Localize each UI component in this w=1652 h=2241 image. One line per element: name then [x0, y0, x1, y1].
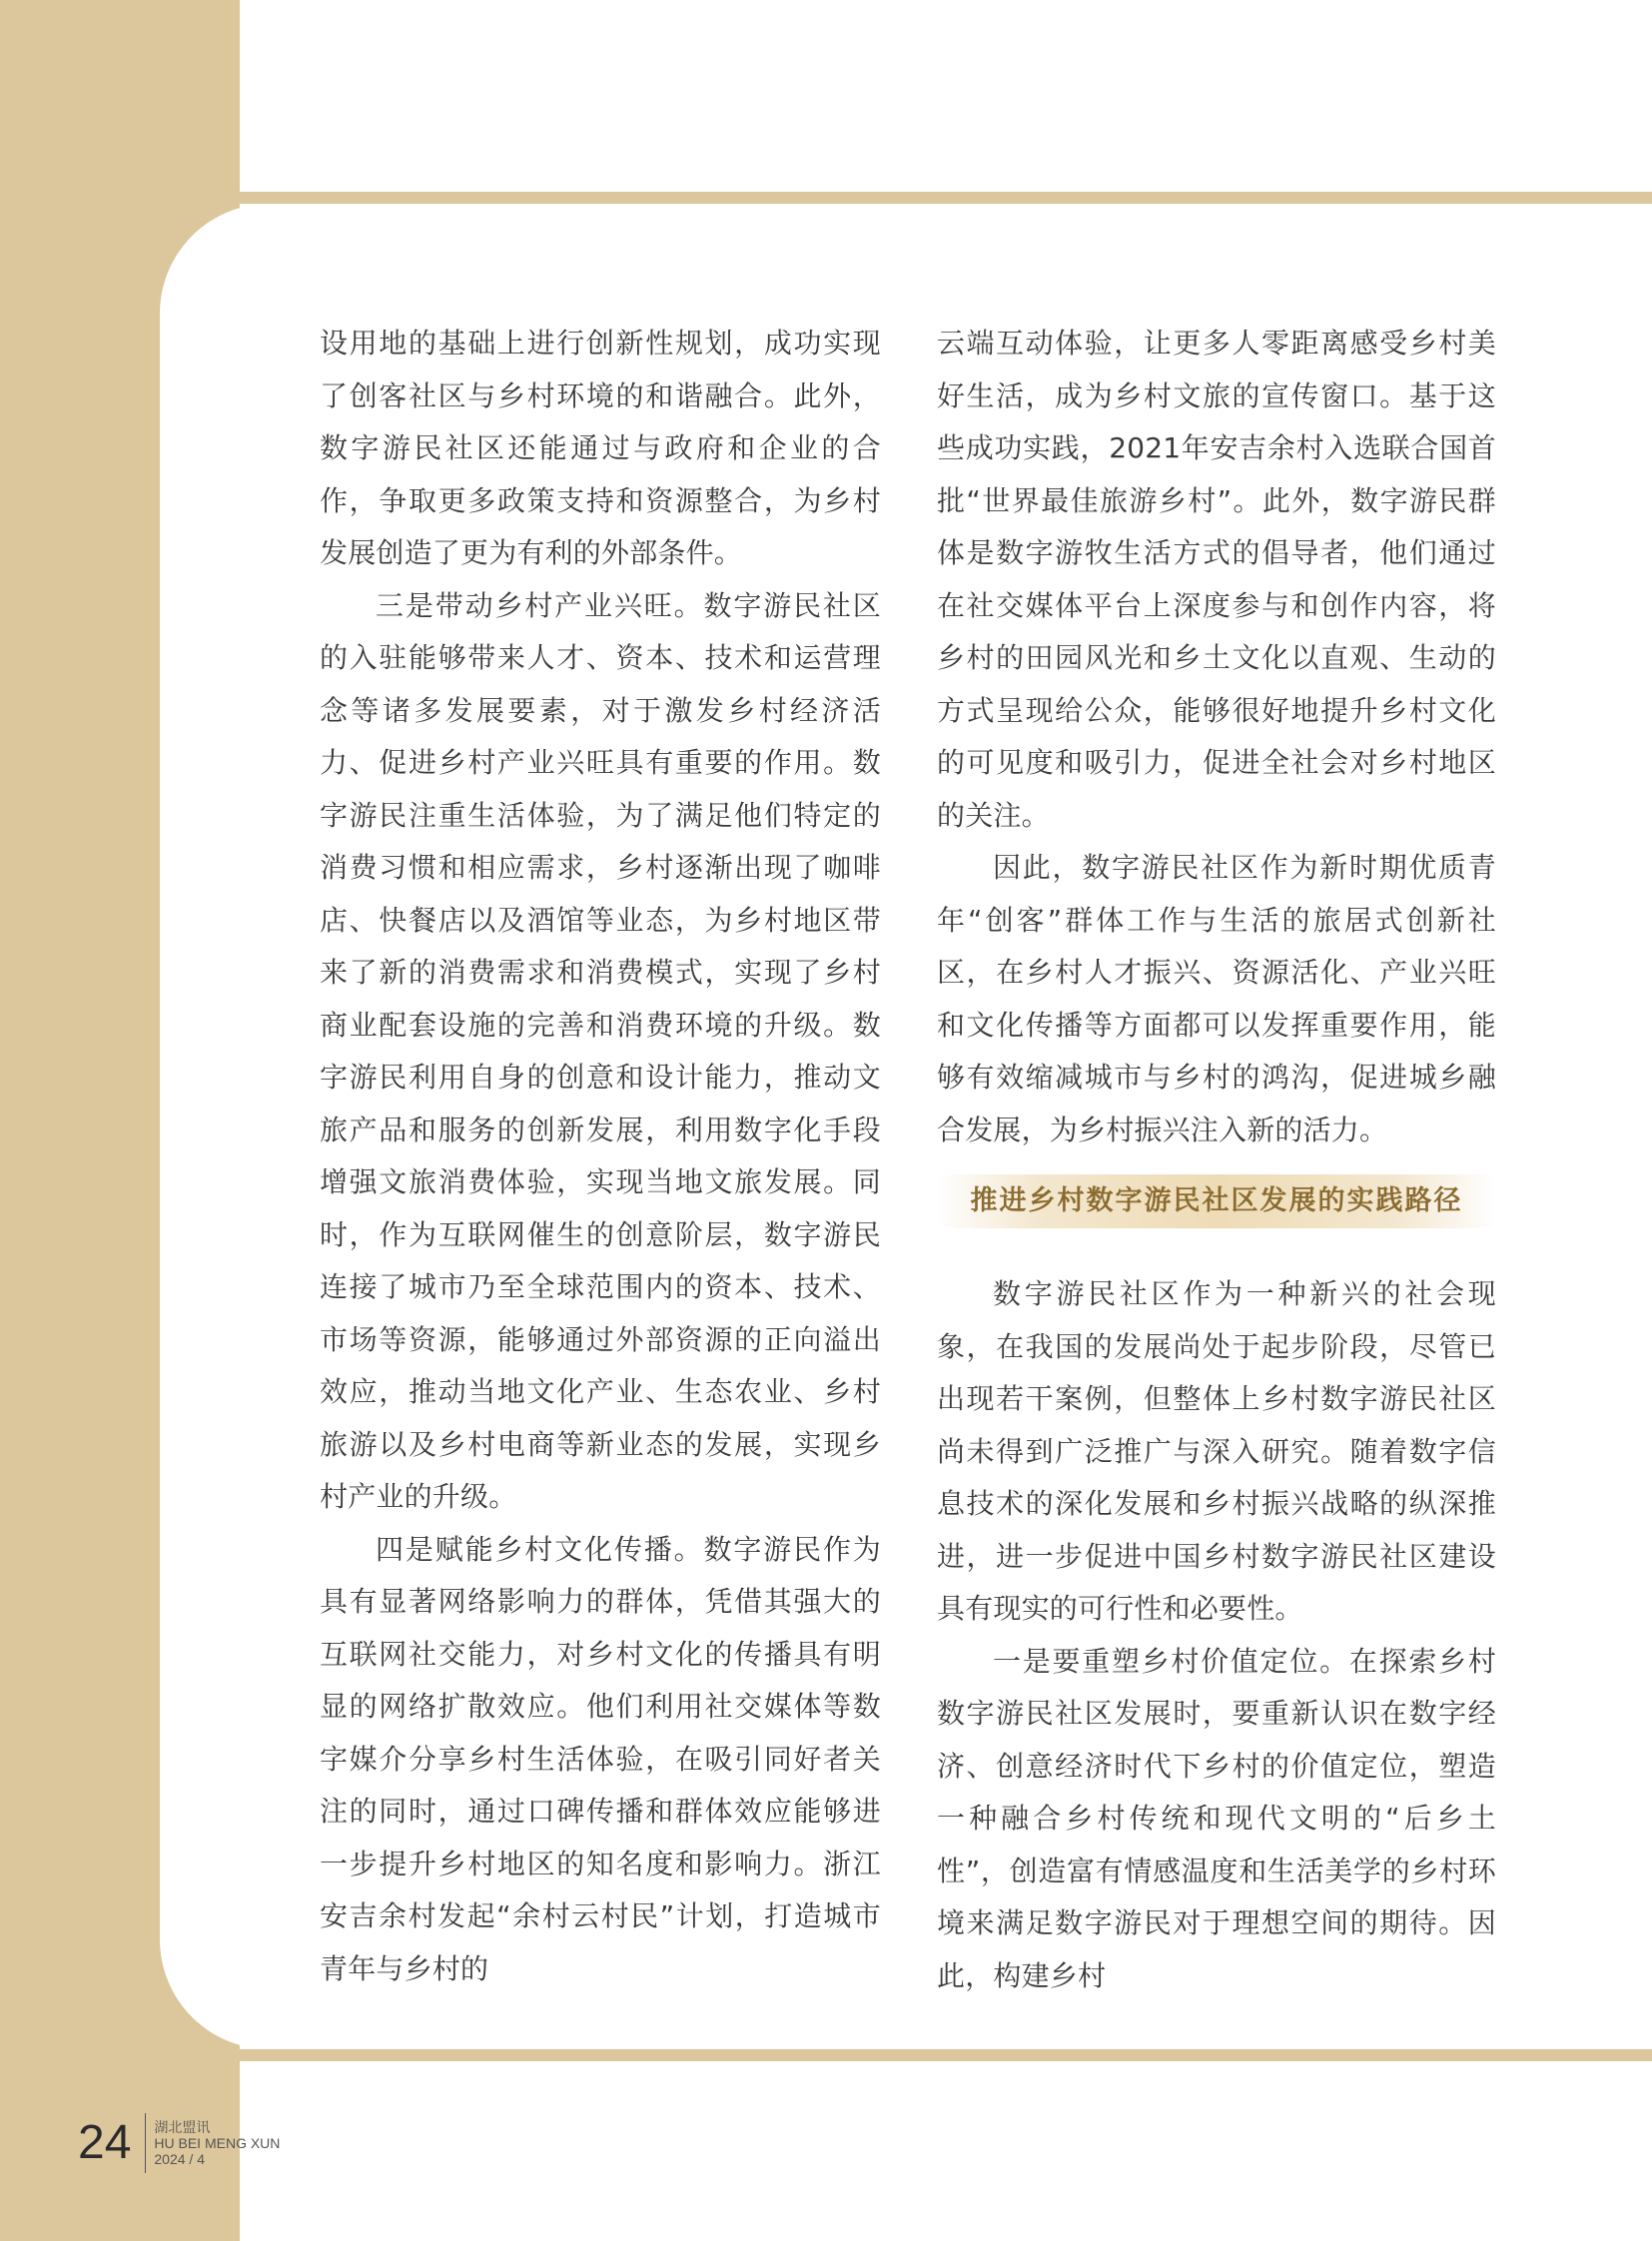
page-footer [78, 2103, 280, 2183]
paragraph: 一是要重塑乡村价值定位。在探索乡村数字游民社区发展时，要重新认识在数字经济、创意经济时代下乡村的价值定位，塑造一种融合乡村传统和现代文明的“后乡土性”，创造富有情感温度和生活美学的乡村环境来满足数字游民对于理想空间的期待。因此，构建乡村 [937, 1644, 1496, 1992]
paragraph: 三是带动乡村产业兴旺。数字游民社区的入驻能够带来人才、资本、技术和运营理念等诸多发展要素，对于激发乡村经济活力、促进乡村产业兴旺具有重要的作用。数字游民注重生活体验，为了满足他们特定的消费习惯和相应需求，乡村逐渐出现了咖啡店、快餐店以及酒馆等业态，为乡村地区带来了新的消费需求和消费模式，实现了乡村商业配套设施的完善和消费环境的升级。数字游民利用自身的创意和设计能力，推动文旅产品和服务的创新发展，利用数字化手段增强文旅消费体验，实现当地文旅发展。同时，作为互联网催生的创意阶层，数字游民连接了城市乃至全球范围内的资本、技术、市场等资源，能够通过外部资源的正向溢出效应，推动当地文化产业、生态农业、乡村旅游以及乡村电商等新业态的发展，实现乡村产业的升级。 [320, 588, 881, 1513]
right-text-column [937, 318, 1496, 2002]
issue-number: 2024 / 4 [154, 2151, 205, 2167]
page-number: 24 [78, 2113, 146, 2173]
paragraph: 设用地的基础上进行创新性规划，成功实现了创客社区与乡村环境的和谐融合。此外，数字游民社区还能通过与政府和企业的合作，争取更多政策支持和资源整合，为乡村发展创造了更为有利的外部条件。 [320, 327, 881, 569]
magazine-info [146, 2119, 280, 2167]
section-heading [937, 1174, 1496, 1228]
paragraph: 数字游民社区作为一种新兴的社会现象，在我国的发展尚处于起步阶段，尽管已出现若干案例，但整体上乡村数字游民社区尚未得到广泛推广与深入研究。随着数字信息技术的深化发展和乡村振兴战略的纵深推进，进一步促进中国乡村数字游民社区建设具有现实的可行性和必要性。 [937, 1277, 1496, 1625]
paragraph: 因此，数字游民社区作为新时期优质青年“创客”群体工作与生活的旅居式创新社区，在乡村人才振兴、资源活化、产业兴旺和文化传播等方面都可以发挥重要作用，能够有效缩减城市与乡村的鸿沟，促进城乡融合发展，为乡村振兴注入新的活力。 [937, 851, 1496, 1146]
bottom-tan-band [0, 2049, 1652, 2061]
left-text-column [320, 318, 881, 1995]
paragraph: 云端互动体验，让更多人零距离感受乡村美好生活，成为乡村文旅的宣传窗口。基于这些成功实践，2021年安吉余村入选联合国首批“世界最佳旅游乡村”。此外，数字游民群体是数字游牧生活方式的倡导者，他们通过在社交媒体平台上深度参与和创作内容，将乡村的田园风光和乡土文化以直观、生动的方式呈现给公众，能够很好地提升乡村文化的可见度和吸引力，促进全社会对乡村地区的关注。 [937, 327, 1496, 832]
section-heading-text: 推进乡村数字游民社区发展的实践路径 [970, 1184, 1463, 1216]
magazine-name-en: HU BEI MENG XUN [154, 2135, 281, 2151]
magazine-name-cn: 湖北盟讯 [154, 2119, 211, 2135]
top-tan-band [0, 192, 1652, 204]
paragraph: 四是赋能乡村文化传播。数字游民作为具有显著网络影响力的群体，凭借其强大的互联网社交能力，对乡村文化的传播具有明显的网络扩散效应。他们利用社交媒体等数字媒介分享乡村生活体验，在吸引同好者关注的同时，通过口碑传播和群体效应能够进一步提升乡村地区的知名度和影响力。浙江安吉余村发起“余村云村民”计划，打造城市青年与乡村的 [320, 1532, 881, 1985]
